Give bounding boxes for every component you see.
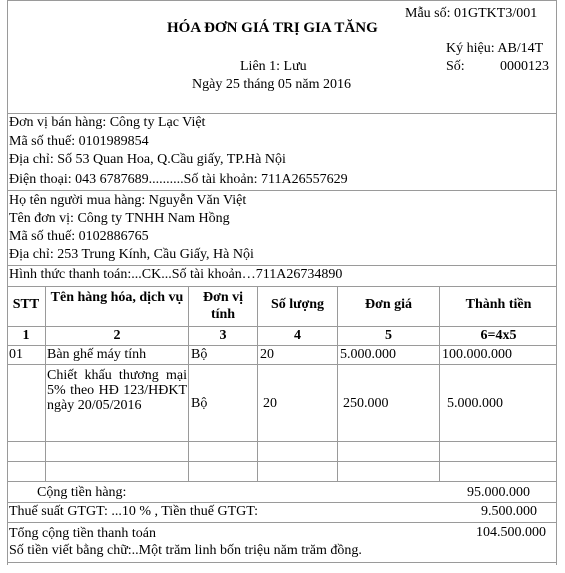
seller-phone-account: Điện thoại: 043 6787689..........Số tài khoản: 711A26557629 <box>9 172 348 187</box>
row2-amount: 5.000.000 <box>447 396 503 411</box>
row2-item: Chiết khấu thương mại 5% theo HĐ 123/HĐKT ngày 20/05/2016 <box>47 368 187 413</box>
col-divider-2 <box>188 286 189 481</box>
col-divider-3 <box>257 286 258 481</box>
frame-top-border <box>7 0 557 1</box>
row1-unit: Bộ <box>191 347 208 362</box>
invoice-symbol: Ký hiệu: AB/14T <box>446 41 544 56</box>
table-top-line <box>7 286 557 287</box>
buyer-tax-code: Mã số thuế: 0102886765 <box>9 229 149 244</box>
index-col-4: 4 <box>294 328 301 343</box>
row1-item: Bàn ghế máy tính <box>47 347 147 362</box>
buyer-company: Tên đơn vị: Công ty TNHH Nam Hồng <box>9 211 230 226</box>
table-row3-line <box>7 461 557 462</box>
header-stt: STT <box>12 297 40 312</box>
row1-amount: 100.000.000 <box>442 347 512 362</box>
index-col-5: 5 <box>385 328 392 343</box>
tax-line <box>7 522 557 523</box>
index-col-1: 1 <box>22 328 30 343</box>
row2-unit: Bộ <box>191 396 208 411</box>
frame-bottom-border <box>7 562 557 563</box>
payment-separator <box>7 265 557 266</box>
buyer-separator <box>7 190 557 191</box>
header-quantity: Số lượng <box>270 297 325 312</box>
header-amount: Thành tiền <box>465 297 532 312</box>
tax-label: Thuế suất GTGT: ...10 % , Tiền thuế GTGT: <box>9 504 259 519</box>
subtotal-label: Cộng tiền hàng: <box>37 485 127 500</box>
col-divider-1 <box>45 286 46 481</box>
header-item-name: Tên hàng hóa, dịch vụ <box>50 290 184 305</box>
row2-unit-price: 250.000 <box>343 396 389 411</box>
seller-name: Đơn vị bán hàng: Công ty Lạc Việt <box>9 115 206 130</box>
table-row1-line <box>7 364 557 365</box>
buyer-address: Địa chỉ: 253 Trung Kính, Cầu Giấy, Hà Nội <box>9 247 254 262</box>
payment-method: Hình thức thanh toán:...CK...Số tài khoản…711A26734890 <box>9 267 343 282</box>
subtotal-value: 95.000.000 <box>467 485 530 500</box>
invoice-number-label: Số: <box>446 59 465 74</box>
buyer-person: Họ tên người mua hàng: Nguyễn Văn Việt <box>9 193 247 208</box>
seller-address: Địa chỉ: Số 53 Quan Hoa, Q.Cầu giấy, TP.Hà Nội <box>9 152 286 167</box>
index-col-6: 6=4x5 <box>480 328 517 343</box>
row2-quantity: 20 <box>263 396 277 411</box>
seller-separator <box>7 113 557 114</box>
invoice-title: HÓA ĐƠN GIÁ TRỊ GIA TĂNG <box>167 20 378 36</box>
subtotal-line <box>7 502 557 503</box>
index-col-2: 2 <box>113 328 121 343</box>
row1-stt: 01 <box>9 347 23 362</box>
grand-total-value: 104.500.000 <box>476 525 546 540</box>
tax-value: 9.500.000 <box>481 504 537 519</box>
header-unit-price: Đơn giá <box>364 297 413 312</box>
index-col-3: 3 <box>219 328 227 343</box>
col-divider-4 <box>337 286 338 481</box>
amount-in-words: Số tiền viết bằng chữ:..Một trăm linh bốn triệu năm trăm đồng. <box>9 543 362 558</box>
table-row2-line <box>7 441 557 442</box>
row1-quantity: 20 <box>260 347 274 362</box>
form-code: Mẫu số: 01GTKT3/001 <box>405 6 538 21</box>
col-divider-5 <box>439 286 440 481</box>
header-unit: Đơn vị tính <box>202 290 244 322</box>
row1-unit-price: 5.000.000 <box>340 347 396 362</box>
invoice-copy: Liên 1: Lưu <box>240 59 307 74</box>
table-header-line <box>7 326 557 327</box>
grand-total-label: Tổng cộng tiền thanh toán <box>9 526 156 541</box>
table-bottom-line <box>7 481 557 482</box>
seller-tax-code: Mã số thuế: 0101989854 <box>9 134 149 149</box>
invoice-number: 0000123 <box>500 59 549 74</box>
table-index-line <box>7 345 557 346</box>
invoice-date: Ngày 25 tháng 05 năm 2016 <box>192 77 352 92</box>
